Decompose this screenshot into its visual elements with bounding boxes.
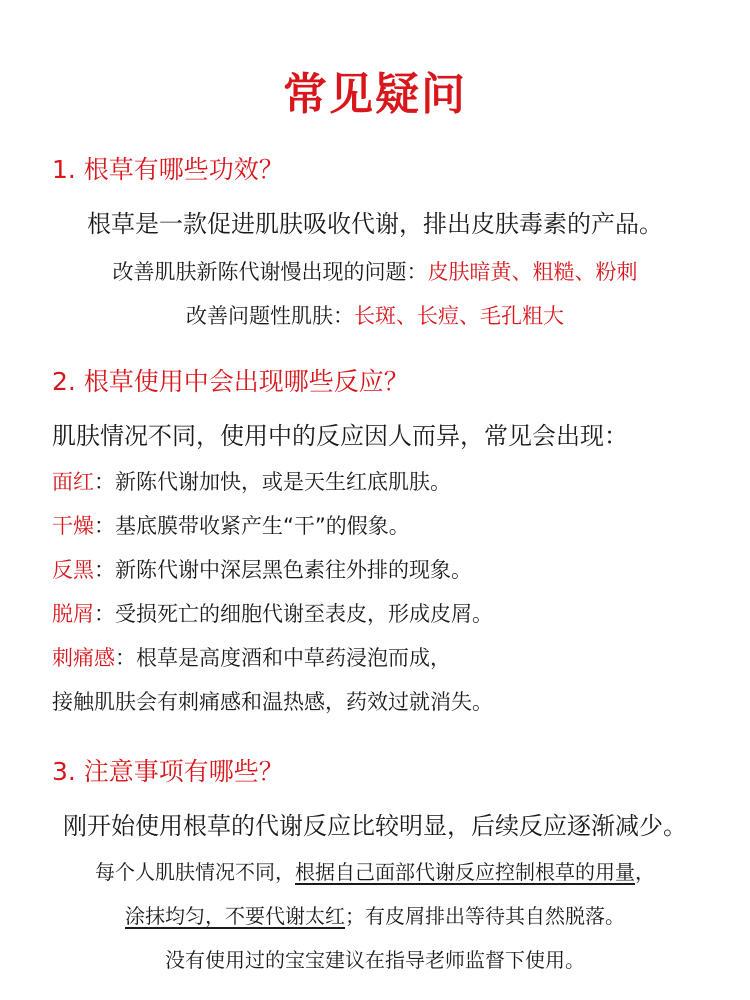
reaction-desc: ：新陈代谢加快，或是天生红底肌肤。 [94,470,451,494]
q1-intro: 根草是一款促进肌肤吸收代谢，排出皮肤毒素的产品。 [87,210,663,238]
q3-line-1-pre: 每个人肌肤情况不同， [95,860,295,884]
reaction-item [52,510,410,540]
q1-line-1 [0,256,750,286]
q3-intro: 刚开始使用根草的代谢反应比较明显，后续反应逐渐减少。 [63,812,687,840]
q1-line-1-label: 改善肌肤新陈代谢慢出现的问题： [112,260,428,284]
reaction-term: 脱屑 [52,602,94,626]
reaction-desc: ：受损死亡的细胞代谢至表皮，形成皮屑。 [94,602,493,626]
q3-line-1 [0,856,750,885]
reaction-term: 反黑 [52,558,94,582]
q1-line-2-label: 改善问题性肌肤： [186,304,354,328]
question-1-heading: 1. 根草有哪些功效？ [52,155,284,184]
q3-line-1-underlined: 根据自己面部代谢反应控制根草的用量 [295,860,635,884]
question-3-heading: 3. 注意事项有哪些？ [52,757,284,786]
q1-line-2 [0,300,750,330]
question-2-heading: 2. 根草使用中会出现哪些反应？ [52,367,409,396]
q2-intro: 肌肤情况不同，使用中的反应因人而异，常见会出现： [52,422,628,450]
reaction-item [52,598,493,628]
reaction-desc: ：根草是高度酒和中草药浸泡而成， [115,646,451,670]
page-title: 常见疑问 [283,69,467,120]
reaction-item [52,554,472,584]
q3-line-2-underlined: 涂抹均匀，不要代谢太红 [125,904,345,928]
reaction-desc: ：基底膜带收紧产生“干”的假象。 [94,514,410,538]
reaction-item [52,642,451,672]
reaction-desc: ：新陈代谢中深层黑色素往外排的现象。 [94,558,472,582]
reaction-term: 面红 [52,470,94,494]
q3-line-1-post: ， [635,860,655,884]
q3-line-2-post: ；有皮屑排出等待其自然脱落。 [345,904,625,928]
q3-line-2 [0,900,750,929]
reaction-continuation: 接触肌肤会有刺痛感和温热感，药效过就消失。 [52,690,493,714]
q1-line-2-value: 长斑、长痘、毛孔粗大 [354,304,564,328]
reaction-term: 干燥 [52,514,94,538]
reaction-term: 刺痛感 [52,646,115,670]
q3-line-3: 没有使用过的宝宝建议在指导老师监督下使用。 [165,948,585,972]
q1-line-1-value: 皮肤暗黄、粗糙、粉刺 [427,260,638,284]
reaction-item [52,466,451,496]
